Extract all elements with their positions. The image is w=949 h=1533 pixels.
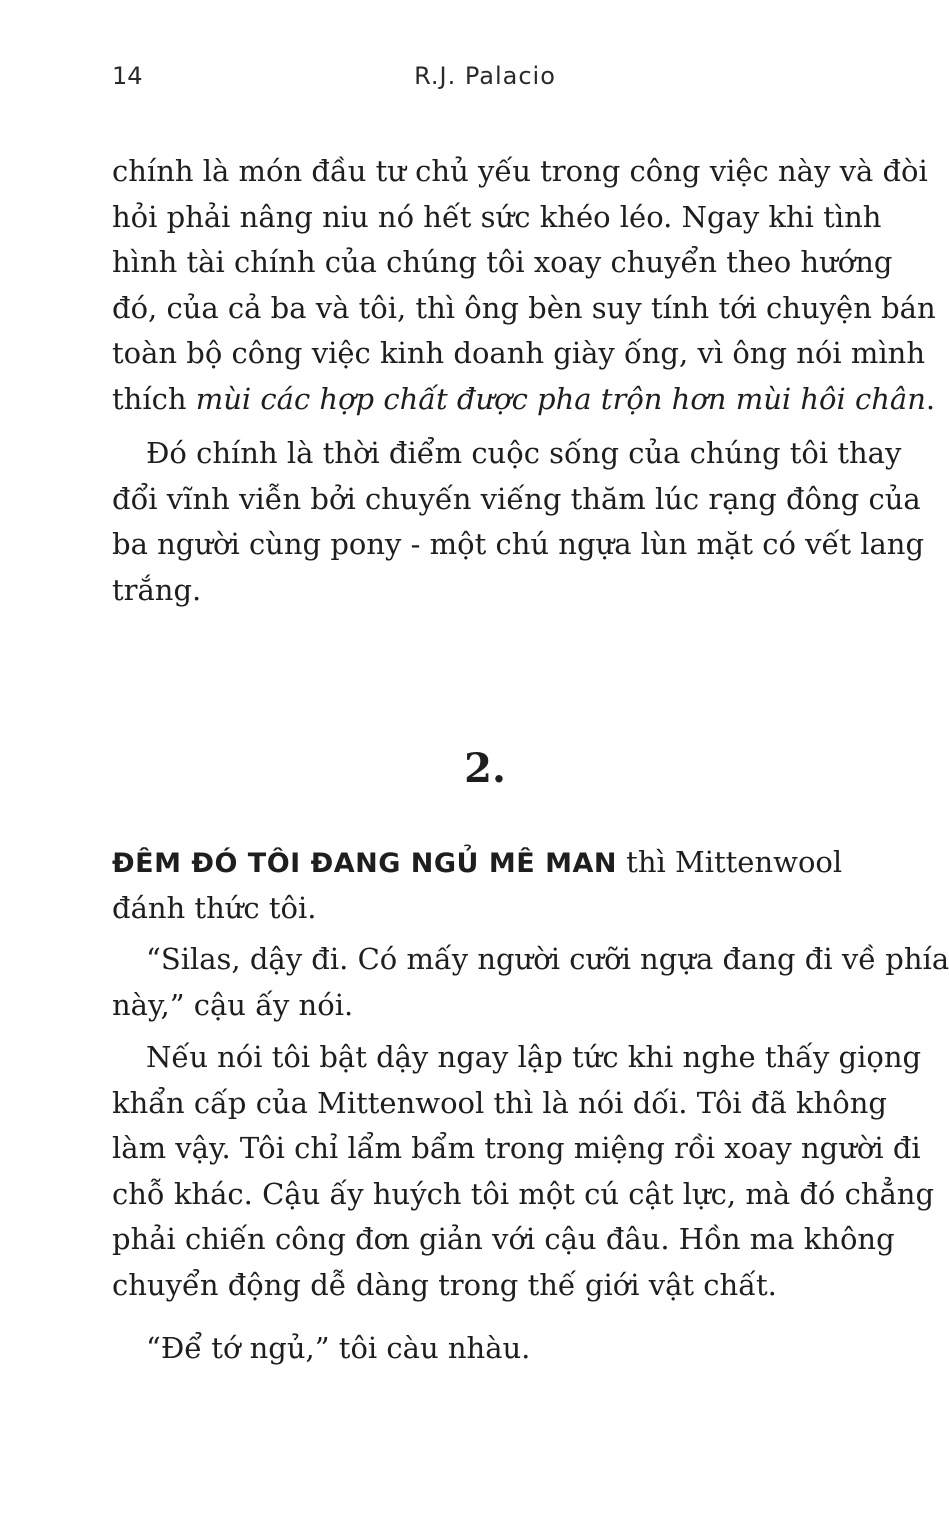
- page-number: 14: [112, 62, 143, 90]
- dialogue-paragraph: [112, 1326, 858, 1372]
- text-line: khẩn cấp của Mittenwool thì là nói dối. Tôi đã không: [112, 1085, 887, 1120]
- text-fragment: thì Mittenwool: [616, 845, 843, 879]
- text-line: trắng.: [112, 572, 202, 607]
- chapter-opening-paragraph: [112, 840, 858, 931]
- dialogue-paragraph: [112, 937, 949, 1028]
- text-line: đó, của cả ba và tôi, thì ông bèn suy tính tới chuyện bán: [112, 290, 936, 325]
- text-line: đổi vĩnh viễn bởi chuyến viếng thăm lúc rạng đông của: [112, 481, 921, 516]
- text-line: chỗ khác. Cậu ấy huých tôi một cú cật lực, mà đó chẳng: [112, 1176, 935, 1211]
- text-line: hỏi phải nâng niu nó hết sức khéo léo. Ngay khi tình: [112, 199, 882, 234]
- running-head-author: R.J. Palacio: [414, 62, 556, 90]
- text-line: phải chiến công đơn giản với cậu đâu. Hồn ma không: [112, 1222, 895, 1256]
- page-header: [112, 62, 858, 98]
- paragraph: [112, 1035, 935, 1308]
- text-line: [112, 377, 936, 423]
- text-line: “Silas, dậy đi. Có mấy người cưỡi ngựa đang đi về phía: [146, 942, 949, 976]
- text-line: hình tài chính của chúng tôi xoay chuyển theo hướng: [112, 245, 893, 279]
- text-line: làm vậy. Tôi chỉ lẩm bẩm trong miệng rồi xoay người đi: [112, 1131, 921, 1165]
- text-line: [112, 840, 858, 886]
- text-line: Đó chính là thời điểm cuộc sống của chúng tôi thay: [146, 436, 902, 470]
- small-caps-lead: ĐÊM ĐÓ TÔI ĐANG NGỦ MÊ MAN: [112, 848, 617, 879]
- text-line: “Để tớ ngủ,” tôi càu nhàu.: [146, 1331, 531, 1365]
- text-line: này,” cậu ấy nói.: [112, 987, 354, 1022]
- text-line: đánh thức tôi.: [112, 890, 317, 925]
- text-line: chuyển động dễ dàng trong thế giới vật chất.: [112, 1267, 777, 1302]
- paragraph-continuation: [112, 149, 936, 422]
- text-line: toàn bộ công việc kinh doanh giày ống, vì ông nói mình: [112, 336, 925, 370]
- text-line: Nếu nói tôi bật dậy ngay lập tức khi nghe thấy giọng: [146, 1040, 922, 1074]
- text-fragment: .: [925, 381, 936, 416]
- italic-phrase: mùi các hợp chất được pha trộn hơn mùi hôi chân: [195, 381, 926, 416]
- text-line: ba người cùng pony - một chú ngựa lùn mặt có vết lang: [112, 527, 925, 561]
- chapter-number: 2.: [464, 745, 506, 792]
- paragraph: [112, 431, 925, 613]
- text-line: chính là món đầu tư chủ yếu trong công việc này và đòi: [112, 154, 928, 188]
- text-fragment: thích: [112, 381, 196, 416]
